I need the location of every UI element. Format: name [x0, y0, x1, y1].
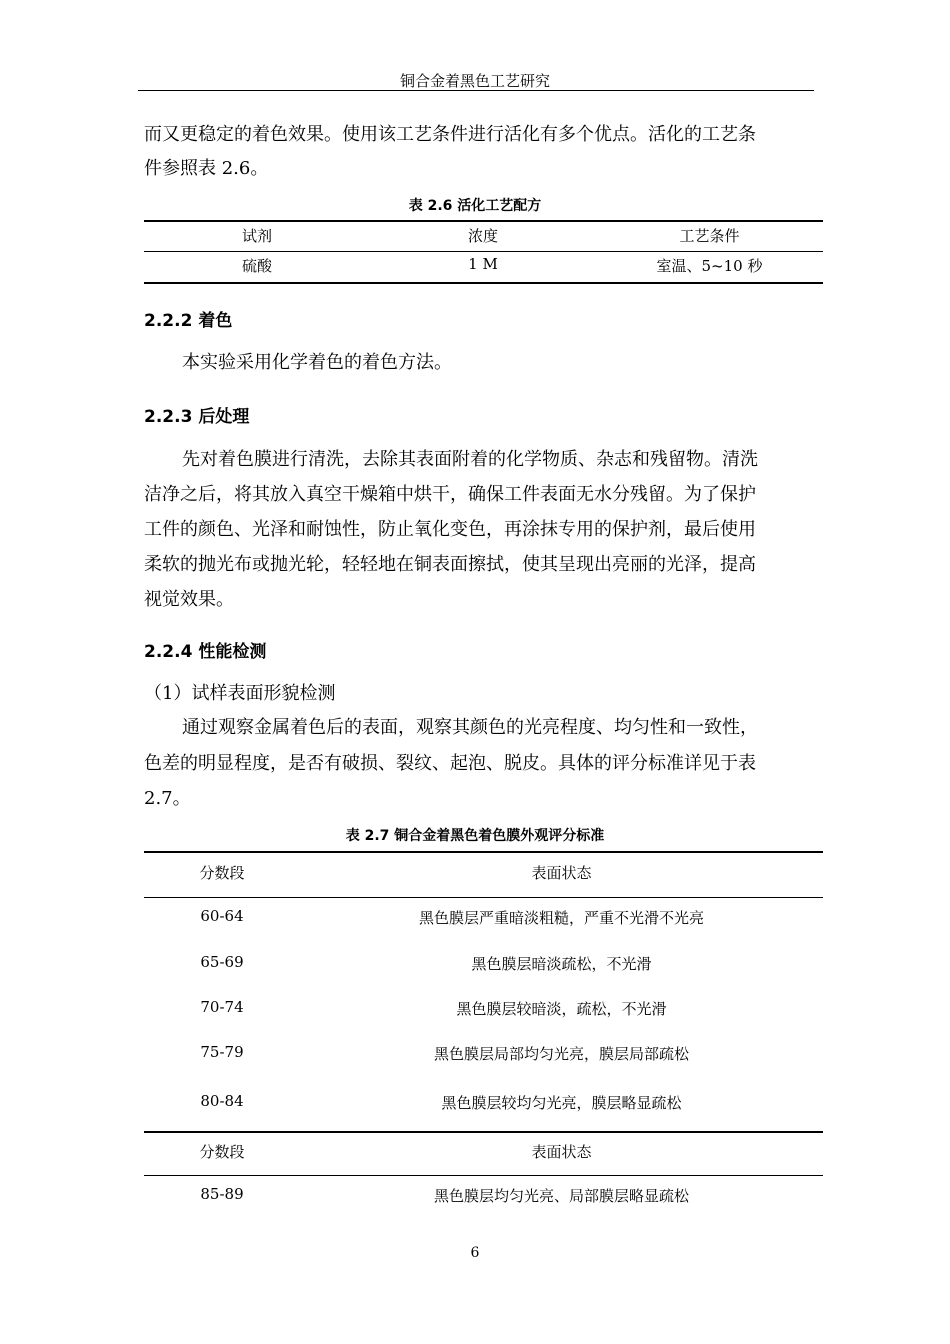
table-2-6-caption: 表 2.6 活化工艺配方 [408, 198, 542, 214]
paragraph-line: 柔软的抛光布或抛光轮，轻轻地在铜表面擦拭，使其呈现出亮丽的光泽，提高 [144, 554, 756, 575]
table-2-6-header-cell: 工艺条件 [679, 227, 740, 245]
paragraph-line: 洁净之后，将其放入真空干燥箱中烘干，确保工件表面无水分残留。为了保护 [144, 484, 756, 505]
paragraph-line: 2.7。 [144, 788, 191, 809]
table-row-score: 65-69 [200, 953, 244, 971]
table-2-6-cell: 室温、5~10 秒 [656, 257, 763, 275]
table-row-score: 80-84 [200, 1092, 244, 1110]
table-2-7-repeat-header-cell: 表面状态 [531, 1143, 592, 1161]
section-2-2-2-body: 本实验采用化学着色的着色方法。 [182, 352, 452, 373]
table-2-6-bottom-rule [144, 282, 823, 284]
paragraph-line: 先对着色膜进行清洗，去除其表面附着的化学物质、杂志和残留物。清洗 [182, 449, 758, 470]
table-row-score: 70-74 [200, 998, 244, 1016]
header-rule [138, 90, 814, 91]
table-2-7-header-cell: 表面状态 [531, 864, 592, 882]
paragraph-line: 视觉效果。 [144, 589, 234, 610]
paragraph-line: 通过观察金属着色后的表面，观察其颜色的光亮程度、均匀性和一致性， [182, 717, 758, 738]
table-2-7-continuation-rule [144, 1131, 823, 1133]
table-2-6-mid-rule [144, 251, 823, 252]
table-2-6-cell: 硫酸 [241, 257, 272, 275]
table-2-7-top-rule [144, 851, 823, 853]
table-2-6-cell: 1 M [468, 255, 498, 273]
table-row-status: 黑色膜层局部均匀光亮，膜层局部疏松 [433, 1045, 689, 1063]
table-2-7-header-cell: 分数段 [199, 864, 245, 882]
subsection-label: （1）试样表面形貌检测 [144, 683, 336, 704]
table-2-6-header-cell: 浓度 [467, 227, 498, 245]
table-2-6-top-rule [144, 220, 823, 222]
table-2-7-repeat-header-cell: 分数段 [199, 1143, 245, 1161]
table-2-7-repeat-header-rule [144, 1175, 823, 1176]
table-row-status: 黑色膜层较均匀光亮，膜层略显疏松 [441, 1094, 682, 1112]
table-row-score: 75-79 [200, 1043, 244, 1061]
table-row-status: 黑色膜层暗淡疏松，不光滑 [471, 955, 652, 973]
intro-line-1: 而又更稳定的着色效果。使用该工艺条件进行活化有多个优点。活化的工艺条 [144, 124, 756, 145]
section-heading-2-2-4: 2.2.4 性能检测 [144, 642, 267, 662]
paragraph-line: 色差的明显程度，是否有破损、裂纹、起泡、脱皮。具体的评分标准详见于表 [144, 753, 756, 774]
page-number: 6 [470, 1245, 480, 1261]
section-heading-2-2-3: 2.2.3 后处理 [144, 407, 250, 427]
table-row-score: 85-89 [200, 1185, 244, 1203]
table-2-7-caption: 表 2.7 铜合金着黑色着色膜外观评分标准 [345, 828, 605, 844]
table-2-7-header-rule [144, 897, 823, 898]
table-row-score: 60-64 [200, 907, 244, 925]
table-2-6-header-cell: 试剂 [241, 227, 272, 245]
table-row-status: 黑色膜层严重暗淡粗糙，严重不光滑不光亮 [418, 909, 704, 927]
running-header: 铜合金着黑色工艺研究 [399, 72, 550, 90]
paragraph-line: 工件的颜色、光泽和耐蚀性，防止氧化变色，再涂抹专用的保护剂，最后使用 [144, 519, 756, 540]
intro-line-2: 件参照表 2.6。 [144, 158, 269, 179]
section-heading-2-2-2: 2.2.2 着色 [144, 311, 233, 331]
table-row-status: 黑色膜层较暗淡，疏松，不光滑 [456, 1000, 667, 1018]
table-row-status: 黑色膜层均匀光亮、局部膜层略显疏松 [433, 1187, 689, 1205]
